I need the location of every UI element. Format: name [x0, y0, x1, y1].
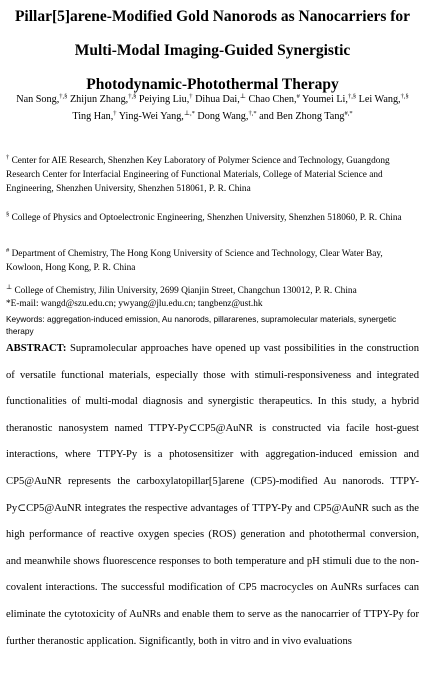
- abstract: [6, 336, 419, 655]
- author-affiliation-mark: †: [113, 110, 117, 117]
- author: [197, 111, 256, 122]
- affiliation-text: College of Chemistry, Jilin University, 2699 Qianjin Street, Changchun 130012, P. R. China: [14, 286, 357, 296]
- author: [72, 111, 116, 122]
- author-name: and Ben Zhong Tang: [259, 111, 345, 122]
- author-affiliation-mark: ⊥: [239, 93, 246, 100]
- author-affiliation-mark: †,§: [128, 93, 137, 100]
- author-name: Ting Han,: [72, 111, 114, 122]
- author: [302, 94, 356, 105]
- affiliation: [6, 154, 419, 196]
- title-line-2: Multi-Modal Imaging-Guided Synergistic: [74, 42, 351, 59]
- corresponding-email: *E-mail: wangd@szu.edu.cn; ywyang@jlu.edu.cn; tangbenz@ust.hk: [6, 299, 263, 309]
- author-name: Youmei Li,: [301, 94, 348, 105]
- author: [70, 94, 136, 105]
- affiliation-text: College of Physics and Optoelectronic Engineering, Shenzhen University, Shenzhen 518060, P. R. China: [11, 213, 402, 223]
- affiliation-mark: †: [6, 154, 10, 161]
- affiliation-mark: ⊥: [6, 284, 13, 291]
- author-affiliation-mark: †,*: [248, 110, 257, 117]
- affiliation-mark: §: [6, 211, 10, 218]
- author-affiliation-mark: †,§: [59, 93, 68, 100]
- author: [259, 111, 353, 122]
- abstract-heading: ABSTRACT:: [6, 343, 67, 354]
- author-name: Lei Wang,: [358, 94, 401, 105]
- author-affiliation-mark: #: [296, 93, 300, 100]
- abstract-body: Supramolecular approaches have opened up vast possibilities in the construction of versatile functional materials, especially those with stimuli-responsiveness and integrated functionalities of multi-modal diagnosis and synergistic therapeutics. In this study, a hybrid theranostic nanosystem named TTPY-Py⊂CP5@AuNR is constructed via facile host-guest interactions, where TTPY-Py is a photosensitizer with aggregation-induced emission and CP5@AuNR represents the carboxylatopillar[5]arene (CP5)-modified Au nanorods. TTPY-Py⊂CP5@AuNR integrates the respective advantages of TTPY-Py and CP5@AuNR such as the high performance of reactive oxygen species (ROS) generation and photothermal conversion, and meanwhile shows fluorescence responses to both temperature and pH stimuli due to the non-covalent interactions. The successful modification of CP5 macrocycles on AuNRs surfaces can eliminate the cytotoxicity of AuNRs and enable them to serve as the nanocarrier of TTPY-Py for further theranostic application. Significantly, both in vitro and in vivo evaluations: [6, 343, 419, 647]
- author-name: Peiying Liu,: [138, 94, 190, 105]
- title-line-1: Pillar[5]arene-Modified Gold Nanorods as Nanocarriers for: [14, 8, 411, 25]
- author-affiliation-mark: †: [189, 93, 193, 100]
- author-affiliation-mark: ⊥,*: [183, 110, 195, 117]
- title-line-3: Photodynamic-Photothermal Therapy: [86, 76, 339, 93]
- author-affiliation-mark: †,§: [347, 93, 357, 100]
- author-affiliation-mark: #,*: [344, 110, 353, 117]
- author-name: Zhijun Zhang,: [69, 94, 129, 105]
- paper-title: [8, 0, 417, 102]
- author-name: Nan Song,: [16, 94, 60, 105]
- author-name: Ying-Wei Yang,: [118, 111, 184, 122]
- author: [139, 94, 193, 105]
- author-name: Dihua Dai,: [195, 94, 240, 105]
- affiliation-text: Department of Chemistry, The Hong Kong University of Science and Technology, Clear Water Bay, Kowloon, Hong Kong, P. R. China: [6, 249, 383, 273]
- affiliation: [6, 247, 419, 275]
- author: [195, 94, 246, 105]
- author-name: Chao Chen,: [248, 94, 297, 105]
- author: [359, 94, 409, 105]
- affiliation-mark: #: [6, 247, 10, 254]
- author: [248, 94, 299, 105]
- affiliation-text: Center for AIE Research, Shenzhen Key Laboratory of Polymer Science and Technology, Guangdong Research Center for Interfacial Engineering of Functional Materials, College of Material Science and Engineering, Shenzhen University, Shenzhen 518061, P. R. China: [6, 156, 390, 194]
- keywords: Keywords: aggregation-induced emission, Au nanorods, pillararenes, supramolecular materials, synergetic therapy: [6, 314, 397, 336]
- affiliation: [6, 211, 419, 225]
- author-name: Dong Wang,: [197, 111, 249, 122]
- author: [16, 94, 67, 105]
- author-list: [14, 91, 411, 125]
- author-affiliation-mark: †,§: [400, 93, 409, 100]
- author: [119, 111, 195, 122]
- affiliation: [6, 284, 419, 298]
